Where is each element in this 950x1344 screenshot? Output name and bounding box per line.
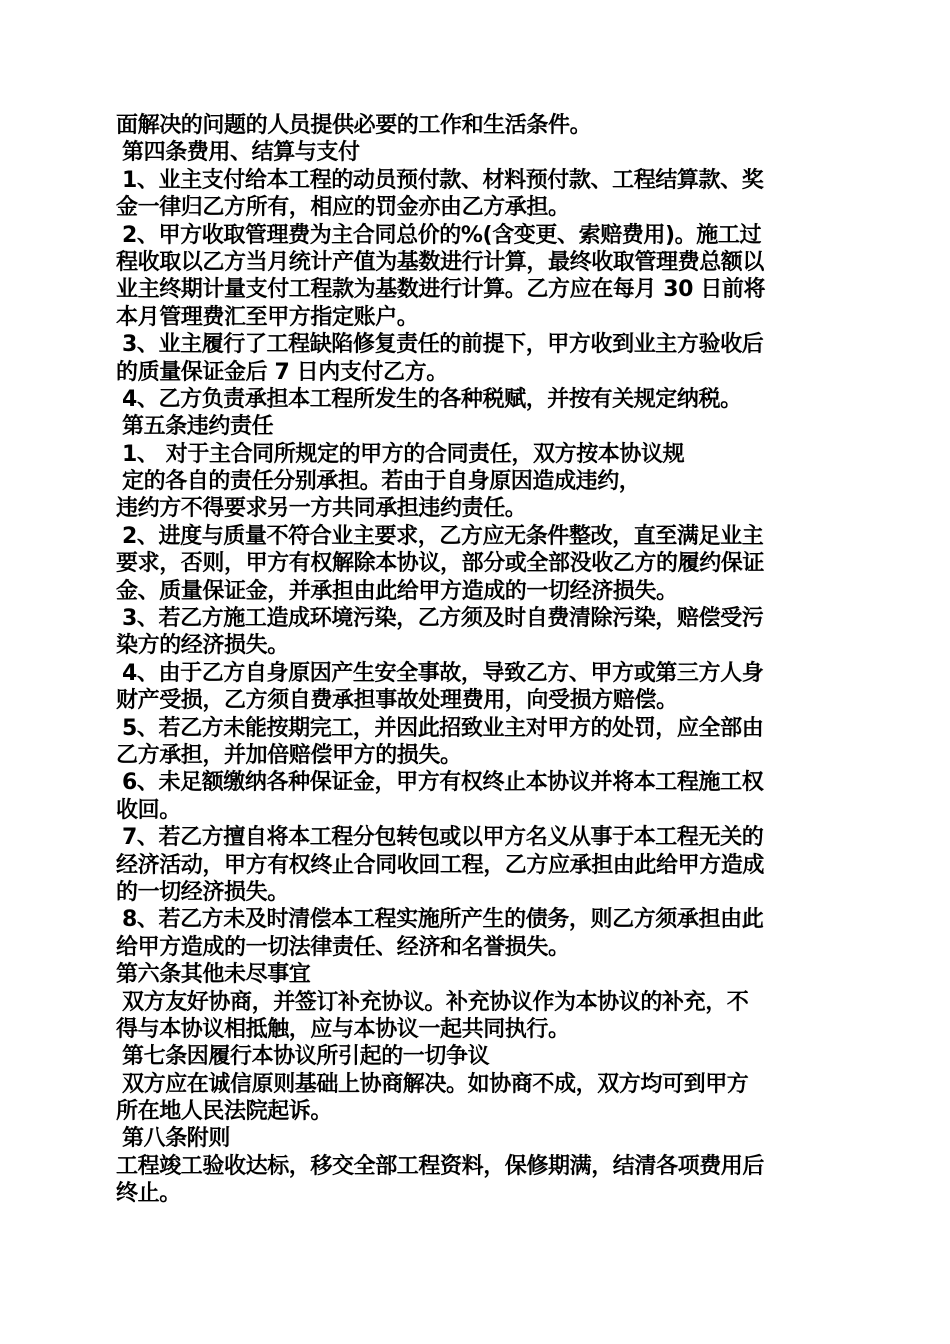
text-line: 经济活动，甲方有权终止合同收回工程，乙方应承担由此给甲方造成 bbox=[116, 852, 765, 878]
text-line: 程收取以乙方当月统计产值为基数进行计算，最终收取管理费总额以 bbox=[116, 249, 765, 275]
text-line: 1、业主支付给本工程的动员预付款、材料预付款、工程结算款、奖 bbox=[122, 167, 764, 193]
text-line: 违约方不得要求另一方共同承担违约责任。 bbox=[116, 496, 527, 522]
text-line: 本月管理费汇至甲方指定账户。 bbox=[116, 304, 419, 330]
text-line: 终止。 bbox=[116, 1181, 181, 1207]
text-line: 7、若乙方擅自将本工程分包转包或以甲方名义从事于本工程无关的 bbox=[122, 825, 764, 851]
text-line: 金、质量保证金，并承担由此给甲方造成的一切经济损失。 bbox=[116, 578, 678, 604]
text-line: 金一律归乙方所有，相应的罚金亦由乙方承担。 bbox=[116, 195, 570, 221]
text-line: 面解决的问题的人员提供必要的工作和生活条件。 bbox=[116, 113, 592, 138]
text-line: 第四条费用、结算与支付 bbox=[122, 140, 360, 166]
text-line: 第六条其他未尽事宜 bbox=[116, 962, 311, 988]
text-line: 染方的经济损失。 bbox=[116, 633, 289, 659]
text-line: 第五条违约责任 bbox=[122, 414, 274, 440]
text-line: 2、甲方收取管理费为主合同总价的%(含变更、索赔费用)。施工过 bbox=[122, 222, 762, 248]
text-line: 双方应在诚信原则基础上协商解决。如协商不成，双方均可到甲方 bbox=[122, 1071, 749, 1097]
text-line: 2、进度与质量不符合业主要求，乙方应无条件整改，直至满足业主 bbox=[122, 523, 764, 549]
text-line: 5、若乙方未能按期完工，并因此招致业主对甲方的处罚，应全部由 bbox=[122, 715, 764, 741]
text-line: 4、由于乙方自身原因产生安全事故，导致乙方、甲方或第三方人身 bbox=[122, 660, 764, 686]
text-line: 第七条因履行本协议所引起的一切争议 bbox=[122, 1044, 490, 1070]
text-line: 第八条附则 bbox=[122, 1126, 231, 1152]
text-line: 的一切经济损失。 bbox=[116, 879, 289, 905]
text-line: 财产受损，乙方须自费承担事故处理费用，向受损方赔偿。 bbox=[116, 688, 678, 714]
text-line: 要求，否则，甲方有权解除本协议，部分或全部没收乙方的履约保证 bbox=[116, 551, 765, 577]
text-line: 收回。 bbox=[116, 797, 181, 823]
text-line: 得与本协议相抵触，应与本协议一起共同执行。 bbox=[116, 1016, 570, 1042]
text-line: 3、若乙方施工造成环境污染，乙方须及时自费清除污染，赔偿受污 bbox=[122, 606, 764, 632]
text-line: 3、业主履行了工程缺陷修复责任的前提下，甲方收到业主方验收后 bbox=[122, 332, 764, 358]
text-line: 双方友好协商，并签订补充协议。补充协议作为本协议的补充，不 bbox=[122, 989, 749, 1015]
text-line: 6、未足额缴纳各种保证金，甲方有权终止本协议并将本工程施工权 bbox=[122, 770, 764, 796]
text-line: 定的各自的责任分别承担。若由于自身原因造成违约， bbox=[122, 469, 641, 495]
text-line: 业主终期计量支付工程款为基数进行计算。乙方应在每月 30 日前将 bbox=[116, 277, 766, 303]
text-line: 所在地人民法院起诉。 bbox=[116, 1099, 333, 1125]
text-line: 乙方承担，并加倍赔偿甲方的损失。 bbox=[116, 742, 462, 768]
text-line: 的质量保证金后 7 日内支付乙方。 bbox=[116, 359, 448, 385]
document-body bbox=[116, 112, 846, 1208]
text-line: 4、乙方负责承担本工程所发生的各种税赋，并按有关规定纳税。 bbox=[122, 386, 742, 412]
text-line: 工程竣工验收达标，移交全部工程资料，保修期满，结清各项费用后 bbox=[116, 1153, 765, 1179]
text-line: 8、若乙方未及时清偿本工程实施所产生的债务，则乙方须承担由此 bbox=[122, 907, 764, 933]
text-line: 1、 对于主合同所规定的甲方的合同责任，双方按本协议规 bbox=[122, 441, 685, 467]
text-line: 给甲方造成的一切法律责任、经济和名誉损失。 bbox=[116, 934, 570, 960]
